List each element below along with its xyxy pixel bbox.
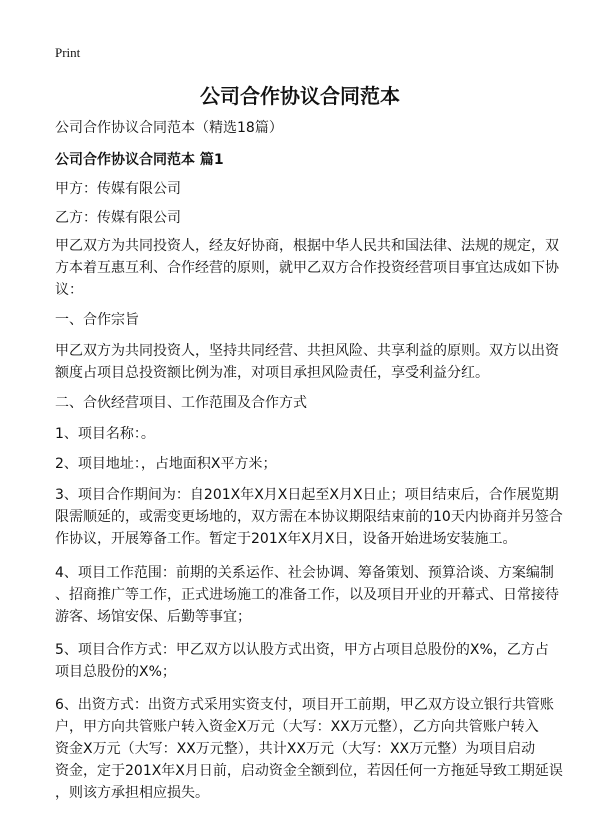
line: 、招商推广等工作，正式进场施工的准备工作，以及项目开业的开幕式、日常接待 [55,587,559,603]
item-2: 2、项目地址：，占地面积X平方米； [55,456,277,472]
page-title: 公司合作协议合同范本 [200,84,400,108]
item-5 [55,639,575,683]
subtitle: 公司合作协议合同范本（精选18篇） [55,120,283,136]
line: 5、项目合作方式：甲乙双方以认股方式出资，甲方占项目总股份的X%，乙方占 [55,642,549,658]
item-3 [55,484,575,550]
line: 甲乙双方为共同投资人，经友好协商，根据中华人民共和国法律、法规的规定，双 [55,238,559,254]
line: 3、项目合作期间为：自201X年X月X日起至X月X日止；项目结束后，合作展览期 [55,487,559,503]
party-a: 甲方：传媒有限公司 [55,181,181,197]
section-heading: 公司合作协议合同范本 篇1 [55,152,224,168]
line: 议： [55,282,83,298]
line: 项目总股份的X%； [55,664,176,680]
line: 限需顺延的，或需变更场地的，双方需在本协议期限结束前的10天内协商并另签合 [55,509,563,525]
line: 4、项目工作范围：前期的关系运作、社会协调、筹备策划、预算洽谈、方案编制 [55,565,554,581]
party-b: 乙方：传媒有限公司 [55,210,181,226]
line: 甲乙双方为共同投资人，坚持共同经营、共担风险、共享利益的原则。双方以出资 [55,343,559,359]
item-4 [55,562,575,628]
item-1: 1、项目名称：。 [55,426,155,442]
paragraph-1 [55,340,575,384]
intro-paragraph [55,235,575,301]
item-6 [55,694,575,804]
line: ，则该方承担相应损失。 [55,785,209,801]
line: 资金X万元（大写：XX万元整），共计XX万元（大写：XX万元整）为项目启动 [55,741,536,757]
line: 6、出资方式：出资方式采用实资支付，项目开工前期，甲乙双方设立银行共管账 [55,697,554,713]
line: 方本着互惠互利、合作经营的原则，就甲乙双方合作投资经营项目事宜达成如下协 [55,260,559,276]
line: 额度占项目总投资额比例为准，对项目承担风险责任，享受利益分红。 [55,365,489,381]
line: 作协议，开展筹备工作。暂定于201X年X月X日，设备开始进场安装施工。 [55,531,517,547]
print-link[interactable]: Print [55,45,81,60]
line: 游客、场馆安保、后勤等事宜； [55,609,251,625]
heading-1: 一、合作宗旨 [55,312,139,328]
heading-2: 二、合伙经营项目、工作范围及合作方式 [55,395,307,411]
line: 户，甲方向共管账户转入资金X万元（大写：XX万元整），乙方向共管账户转入 [55,719,539,735]
line: 资金，定于201X年X月日前，启动资金全额到位，若因任何一方拖延导致工期延误 [55,763,563,779]
